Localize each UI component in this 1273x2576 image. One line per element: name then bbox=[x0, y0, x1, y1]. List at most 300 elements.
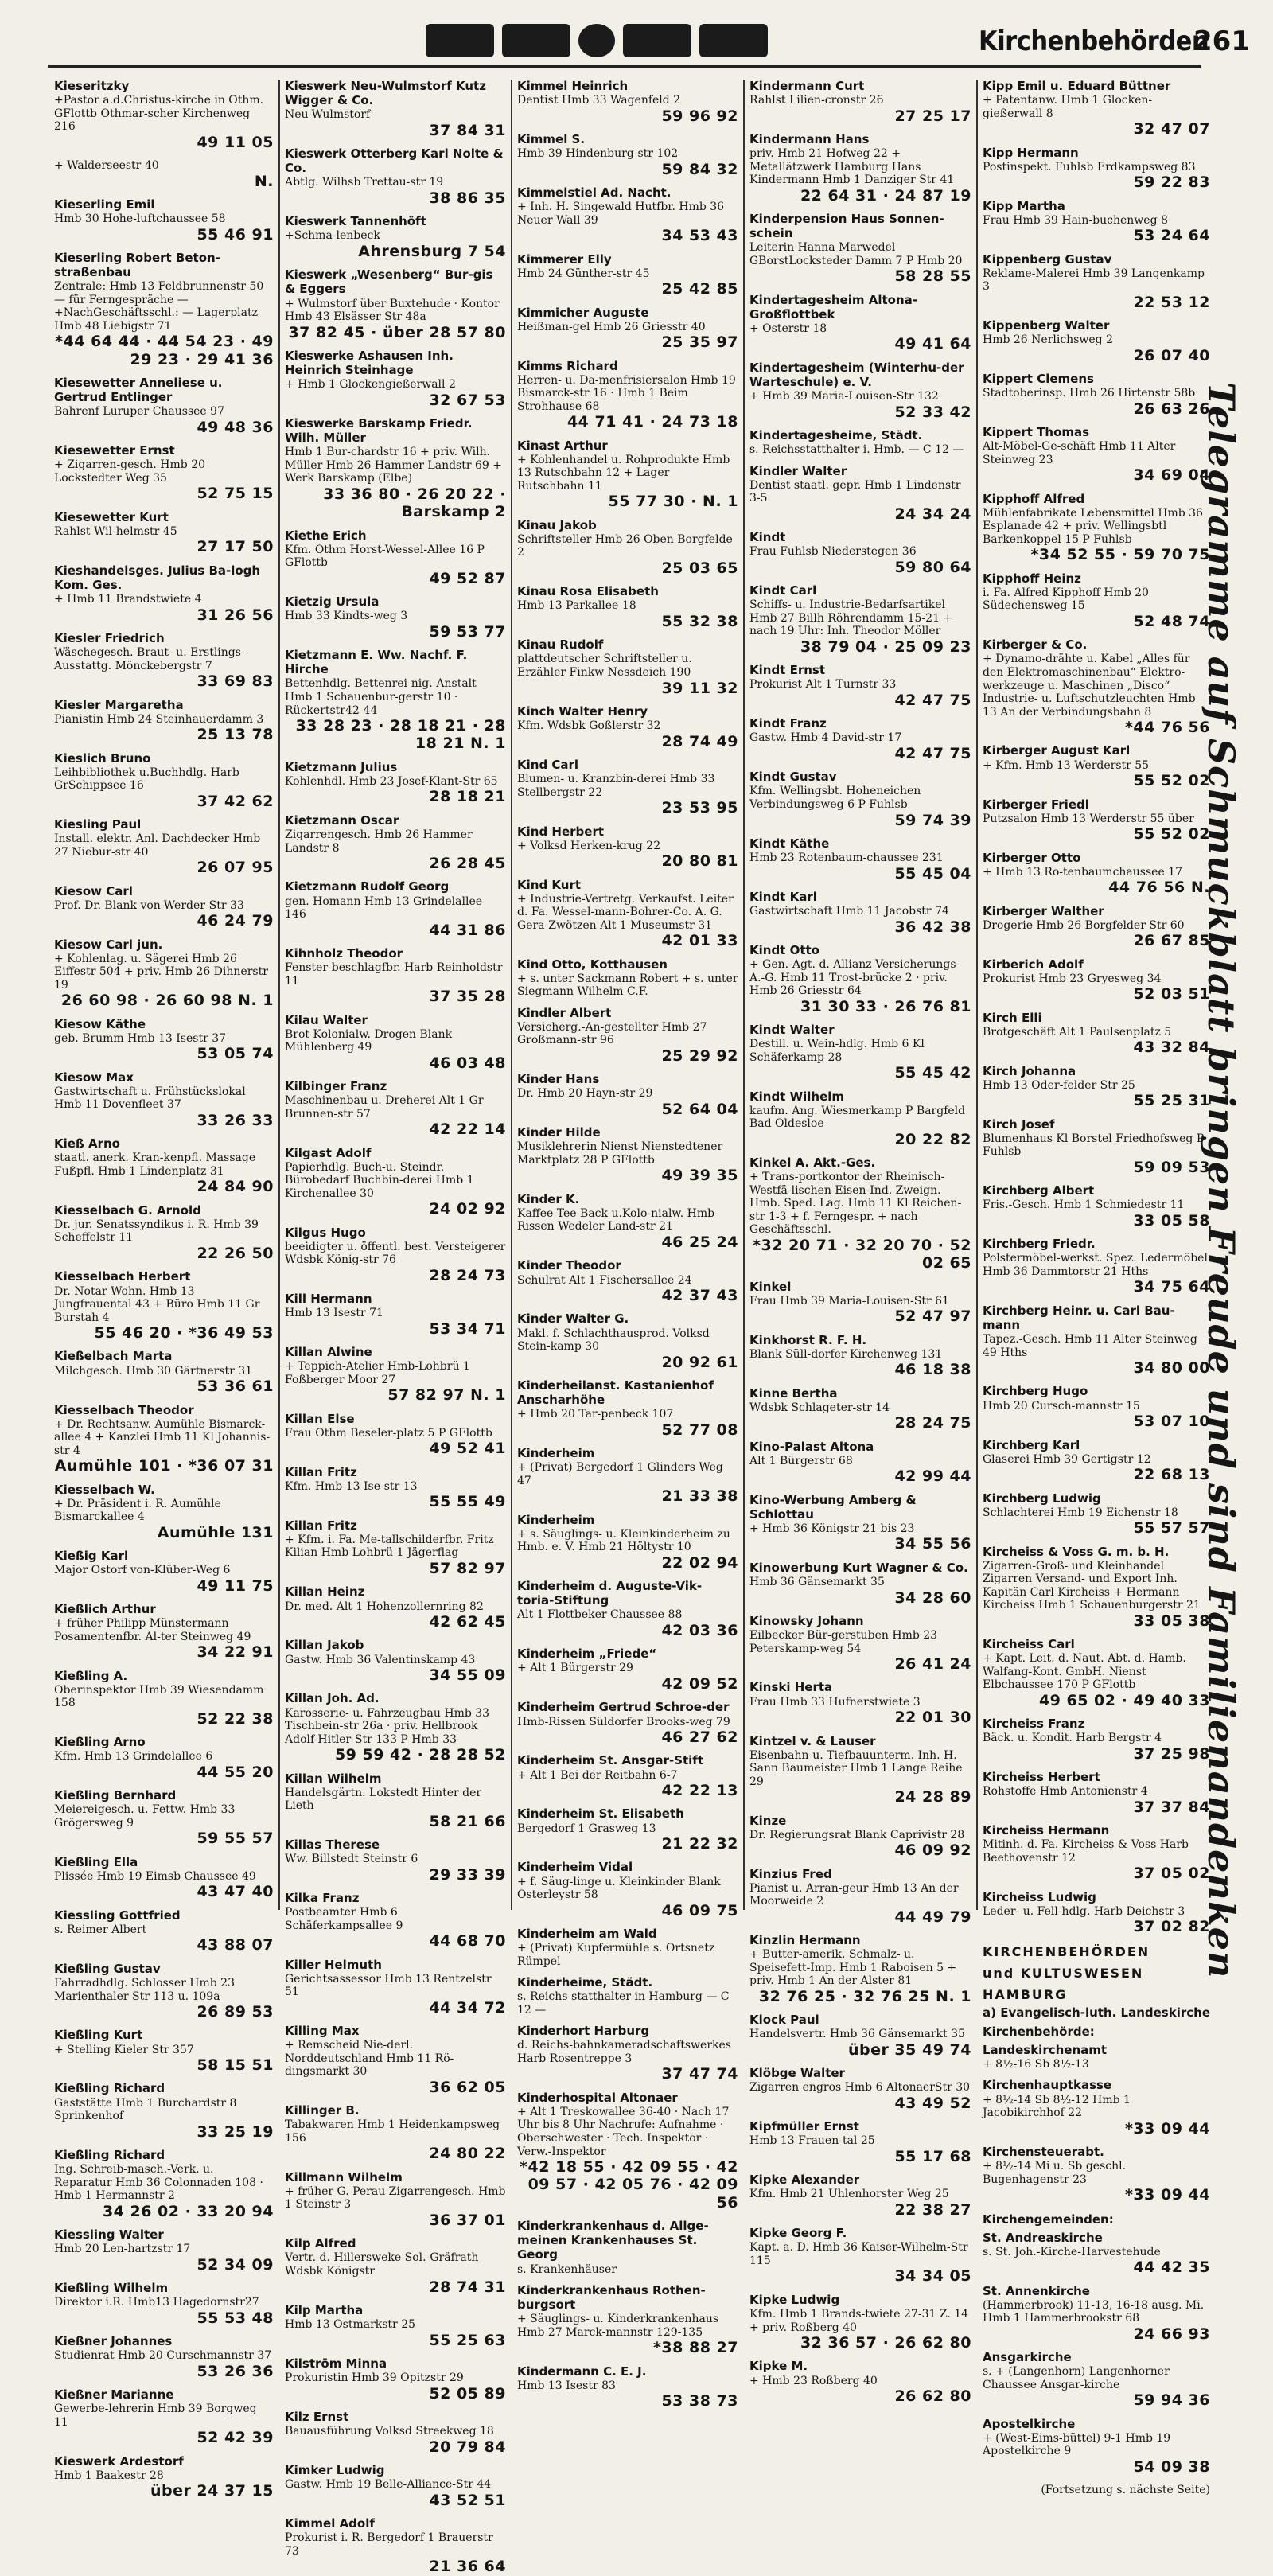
directory-entry bbox=[983, 372, 1210, 418]
entry-name: Kind Otto, Kotthausen bbox=[517, 957, 668, 972]
directory-entry bbox=[517, 1754, 738, 1799]
advert-logo-5 bbox=[699, 24, 768, 57]
directory-entry bbox=[749, 837, 971, 883]
entry-phone: 37 25 98 bbox=[1133, 1744, 1210, 1763]
entry-phone: 21 22 32 bbox=[661, 1835, 738, 1853]
label-kirchengemeinden: Kirchengemeinden: bbox=[983, 2212, 1114, 2227]
entry-detail: + (Privat) Kupfermühle s. Ortsnetz Rümpel bbox=[517, 1942, 715, 1968]
entry-name: Klöbge Walter bbox=[749, 2066, 845, 2081]
entry-detail: Plissée Hmb 19 Eimsb Chaussee 49 bbox=[54, 1869, 256, 1883]
entry-phone: 44 76 56 N. bbox=[1108, 879, 1210, 897]
entry-detail: Alt-Möbel-Ge-schäft Hmb 11 Alter Steinweg 23 bbox=[983, 440, 1176, 466]
entry-detail: +Schma-lenbeck bbox=[285, 229, 380, 243]
entry-phone: 20 79 84 bbox=[429, 2438, 506, 2456]
directory-entry bbox=[285, 649, 506, 753]
directory-entry bbox=[54, 564, 274, 624]
entry-phone: 42 47 75 bbox=[894, 744, 971, 762]
entry-detail: Direktor i.R. Hmb13 Hagedornstr27 bbox=[54, 2296, 259, 2309]
directory-entry bbox=[749, 584, 971, 656]
entry-phone: 33 05 38 bbox=[1133, 1611, 1210, 1630]
directory-entry bbox=[517, 1514, 738, 1572]
entry-name: Killing Max bbox=[285, 2024, 360, 2039]
entry-name: Kircheiss Carl bbox=[983, 1637, 1075, 1652]
directory-entry bbox=[285, 1413, 506, 1458]
entry-detail: Versicherg.-An-gestellter Hmb 27 Großmann-str 96 bbox=[517, 1020, 707, 1047]
entry-name: Kipke M. bbox=[749, 2359, 808, 2374]
entry-name: Kindt Otto bbox=[749, 942, 819, 957]
entry-name: Kiesselbach W. bbox=[54, 1482, 155, 1497]
entry-phone: 59 96 92 bbox=[661, 107, 738, 125]
entry-detail: Postinspekt. Fuhlsb Erdkampsweg 83 bbox=[983, 160, 1196, 173]
directory-entry bbox=[749, 1494, 971, 1553]
directory-entry bbox=[54, 1603, 274, 1662]
directory-entry bbox=[749, 1334, 971, 1379]
directory-entry bbox=[517, 186, 738, 245]
entry-name: Kirberger Friedl bbox=[983, 797, 1089, 812]
entry-name: Kieswerk Ardestorf bbox=[54, 2453, 184, 2469]
directory-entry bbox=[517, 1807, 738, 1853]
directory-entry bbox=[285, 1519, 506, 1578]
entry-name: Kihnholz Theodor bbox=[285, 945, 403, 961]
directory-entry bbox=[54, 1071, 274, 1130]
entry-name: Kinze bbox=[749, 1813, 787, 1828]
directory-entry bbox=[54, 1350, 274, 1395]
directory-entry bbox=[517, 1259, 738, 1304]
directory-entry bbox=[54, 1962, 274, 2021]
entry-detail: Neu-Wulmstorf bbox=[285, 108, 371, 122]
entry-name: Kindermann Curt bbox=[749, 79, 865, 93]
entry-phone: 26 67 85 bbox=[1133, 932, 1210, 950]
entry-name: Kindermann C. E. J. bbox=[517, 2364, 647, 2379]
entry-name: Kinau Rosa Elisabeth bbox=[517, 584, 659, 599]
entry-phone: 37 02 82 bbox=[1133, 1918, 1210, 1936]
entry-detail: Frau Hmb 39 Maria-Louisen-Str 61 bbox=[749, 1294, 949, 1307]
directory-entry bbox=[749, 944, 971, 1015]
directory-entry bbox=[983, 2285, 1210, 2344]
entry-name: Kinderheim Gertrud Schroe-der bbox=[517, 1700, 730, 1715]
directory-entry bbox=[517, 80, 738, 125]
entry-detail: + f. Säug-linge u. Kleinkinder Blank Osterleystr 58 bbox=[517, 1875, 721, 1902]
entry-name: Kinderheime, Städt. bbox=[517, 1975, 653, 1990]
directory-column-3 bbox=[512, 79, 745, 2410]
entry-name: Kimmicher Auguste bbox=[517, 305, 649, 320]
entry-detail: Hmb 30 Hohe-luftchaussee 58 bbox=[54, 212, 226, 226]
entry-name: Kimmelstiel Ad. Nacht. bbox=[517, 185, 672, 201]
entry-phone: 34 55 56 bbox=[894, 1535, 971, 1553]
entry-detail: Brot Kolonialw. Drogen Blank Mühlenberg 49 bbox=[285, 1027, 453, 1054]
entry-phone: 59 53 77 bbox=[429, 622, 506, 641]
entry-name: Kinau Rudolf bbox=[517, 637, 604, 653]
entry-detail: Gastwirtschaft u. Frühstückslokal Hmb 11 Dovenfleet 37 bbox=[54, 1085, 246, 1112]
entry-detail: Oberinspektor Hmb 39 Wiesendamm 158 bbox=[54, 1683, 264, 1710]
entry-name: Kinder Walter G. bbox=[517, 1311, 629, 1327]
directory-entry bbox=[54, 1483, 274, 1542]
entry-detail: Hmb 13 Isestr 71 bbox=[285, 1307, 383, 1320]
directory-entry bbox=[983, 200, 1210, 245]
directory-entry bbox=[517, 2284, 738, 2357]
directory-entry bbox=[285, 2357, 506, 2403]
entry-name: Kinder Hans bbox=[517, 1072, 600, 1087]
entry-detail: Mitinh. d. Fa. Kircheiss & Voss Harb Beethovenstr 12 bbox=[983, 1838, 1189, 1865]
entry-name: Kind Herbert bbox=[517, 824, 605, 839]
entry-name: Kirberger Walther bbox=[983, 903, 1104, 918]
entry-phone: 46 18 38 bbox=[894, 1361, 971, 1379]
directory-entry bbox=[983, 1118, 1210, 1177]
entry-name: Kieslich Bruno bbox=[54, 750, 151, 766]
entry-phone: 52 34 09 bbox=[197, 2255, 274, 2274]
entry-name: Kiethe Erich bbox=[285, 528, 367, 543]
directory-entry bbox=[285, 1892, 506, 1951]
directory-entry bbox=[54, 198, 274, 244]
entry-name: Kimmel S. bbox=[517, 132, 586, 147]
entry-detail: Major Ostorf von-Klüber-Weg 6 bbox=[54, 1564, 231, 1577]
entry-phone: 43 52 51 bbox=[429, 2491, 506, 2509]
entry-detail: geb. Brumm Hmb 13 Isestr 37 bbox=[54, 1031, 227, 1045]
entry-name: Kießling Gustav bbox=[54, 1961, 161, 1976]
entry-name: Kimmerer Elly bbox=[517, 251, 612, 267]
entry-name: Kiesler Margaretha bbox=[54, 697, 184, 712]
directory-entry bbox=[285, 2410, 506, 2456]
directory-entry bbox=[983, 253, 1210, 312]
entry-detail: Zigarrengesch. Hmb 26 Hammer Landstr 8 bbox=[285, 828, 473, 855]
entry-name: Kiessling Walter bbox=[54, 2227, 164, 2243]
entry-detail: + Wulmstorf über Buxtehude · Kontor Hmb 43 Elsässer Str 48a bbox=[285, 297, 500, 324]
entry-name: Killan Heinz bbox=[285, 1584, 365, 1600]
directory-entry bbox=[517, 2219, 738, 2276]
entry-detail: Fris.-Gesch. Hmb 1 Schmiedestr 11 bbox=[983, 1198, 1185, 1212]
entry-detail: Gerichtsassessor Hmb 13 Rentzelstr 51 bbox=[285, 1972, 492, 1999]
entry-phone: 42 37 43 bbox=[661, 1287, 738, 1305]
entry-phone: 28 74 49 bbox=[661, 732, 738, 750]
entry-name: Killinger B. bbox=[285, 2103, 360, 2118]
directory-entry bbox=[517, 1861, 738, 1919]
entry-name: Kiesselbach G. Arnold bbox=[54, 1202, 201, 1218]
directory-entry bbox=[285, 349, 506, 409]
directory-entry bbox=[285, 529, 506, 588]
entry-phone: 33 28 23 · 28 18 21 · 28 18 21 N. 1 bbox=[295, 717, 506, 753]
directory-entry bbox=[54, 2028, 274, 2074]
directory-entry bbox=[983, 1771, 1210, 1816]
entry-phone: 55 46 91 bbox=[197, 225, 274, 244]
entry-phone: 36 62 05 bbox=[429, 2078, 506, 2096]
advert-logos bbox=[426, 24, 768, 57]
entry-detail: Gaststätte Hmb 1 Burchardstr 8 Sprinkenhof bbox=[54, 2096, 237, 2123]
entry-detail: priv. Hmb 21 Hofweg 22 + Metallätzwerk Hamburg Hans Kindermann Hmb 1 Danziger Str 41 bbox=[749, 147, 955, 187]
entry-name: Kilp Alfred bbox=[285, 2236, 356, 2251]
entry-phone: 46 27 62 bbox=[661, 1728, 738, 1747]
entry-detail: Maschinenbau u. Dreherei Alt 1 Gr Brunnen-str 57 bbox=[285, 1094, 484, 1120]
entry-detail: plattdeutscher Schriftsteller u. Erzähler Finkw Nessdeich 190 bbox=[517, 653, 692, 679]
entry-phone: 44 49 79 bbox=[894, 1908, 971, 1926]
entry-phone: 20 92 61 bbox=[661, 1353, 738, 1371]
entry-phone: 49 48 36 bbox=[197, 418, 274, 436]
entry-phone: 24 66 93 bbox=[1133, 2325, 1210, 2343]
entry-phone: 53 34 71 bbox=[429, 1319, 506, 1338]
entry-detail: Herren- u. Da-menfrisiersalon Hmb 19 Bismarck-str 16 · Hmb 1 Beim Strohhause 68 bbox=[517, 373, 736, 413]
entry-name: Kirchensteuerabt. bbox=[983, 2145, 1104, 2160]
entry-name: Kinkel A. Akt.-Ges. bbox=[749, 1155, 876, 1171]
entry-phone: 52 33 42 bbox=[894, 403, 971, 421]
entry-phone: 49 65 02 · 49 40 33 bbox=[1038, 1691, 1210, 1709]
entry-detail: Zentrale: Hmb 13 Feldbrunnenstr 50 — für Ferngespräche — +NachGeschäftsschl.: — Lagerplatz Hmb 48 Liebigstr 71 bbox=[54, 280, 264, 333]
entry-name: Kilz Ernst bbox=[285, 2409, 349, 2424]
entry-phone: 42 22 13 bbox=[661, 1782, 738, 1800]
entry-name: Kinderhort Harburg bbox=[517, 2024, 650, 2039]
entry-name: Kimms Richard bbox=[517, 358, 618, 373]
entry-detail: Kaffee Tee Back-u.Kolo-nialw. Hmb-Rissen Wedeler Land-str 21 bbox=[517, 1206, 718, 1233]
directory-entry bbox=[749, 361, 971, 421]
entry-name: Kinch Walter Henry bbox=[517, 703, 648, 719]
entry-phone: 29 33 39 bbox=[429, 1865, 506, 1884]
entry-name: Killan Alwine bbox=[285, 1345, 372, 1360]
directory-entry bbox=[983, 1184, 1210, 1230]
entry-phone: 28 74 31 bbox=[429, 2278, 506, 2296]
entry-phone: 24 28 89 bbox=[894, 1788, 971, 1806]
entry-phone: 58 15 51 bbox=[197, 2056, 274, 2075]
entry-phone: 22 53 12 bbox=[1133, 293, 1210, 311]
entry-name: Kinder K. bbox=[517, 1191, 580, 1206]
entry-name: Kießlich Arthur bbox=[54, 1602, 156, 1617]
entry-phone: 42 22 14 bbox=[429, 1120, 506, 1139]
entry-detail: s. Krankenhäuser bbox=[517, 2262, 617, 2276]
entry-phone: 55 45 04 bbox=[894, 864, 971, 883]
entry-phone: 39 11 32 bbox=[661, 679, 738, 697]
entry-detail: Schriftsteller Hmb 26 Oben Borgfelde 2 bbox=[517, 532, 733, 559]
entry-detail: Handelsvertr. Hmb 36 Gänsemarkt 35 bbox=[749, 2028, 965, 2041]
entry-phone: 32 36 57 · 26 62 80 bbox=[800, 2334, 971, 2352]
directory-entry bbox=[983, 852, 1210, 897]
entry-phone: 24 80 22 bbox=[429, 2145, 506, 2163]
entry-phone: 59 59 42 · 28 28 52 bbox=[334, 1746, 506, 1764]
entry-name: Kiesewetter Anneliese u. Gertrud Entlinger bbox=[54, 376, 223, 405]
entry-detail: Bettenhdlg. Bettenrei-nig.-Anstalt Hmb 1 Schauenbur-gerstr 10 · Rückertstr42-44 bbox=[285, 677, 477, 717]
directory-entry bbox=[749, 890, 971, 936]
directory-entry bbox=[983, 638, 1210, 736]
entry-detail: + Stelling Kieler Str 357 bbox=[54, 2043, 194, 2056]
entry-detail: Mühlenfabrikate Lebensmittel Hmb 36 Esplanade 42 + priv. Wellingsbtl Barkenkoppel 15 P Fuhlsb bbox=[983, 506, 1203, 546]
entry-detail: Kfm. Wdsbk Goßlerstr 32 bbox=[517, 719, 661, 733]
entry-detail: Brotgeschäft Alt 1 Paulsenplatz 5 bbox=[983, 1025, 1172, 1039]
entry-phone: 24 34 24 bbox=[894, 505, 971, 523]
entry-detail: Hmb 20 Cursch-mannstr 15 bbox=[983, 1399, 1140, 1413]
entry-detail: Kfm. Wellingsbt. Hoheneichen Verbindungsweg 6 P Fuhlsb bbox=[749, 785, 921, 811]
entry-name: Kind Carl bbox=[517, 757, 579, 772]
entry-name: Kießling Kurt bbox=[54, 2028, 143, 2043]
entry-detail: + Dr. Präsident i. R. Aumühle Bismarckallee 4 bbox=[54, 1497, 221, 1524]
entry-detail: + Hmb 36 Königstr 21 bis 23 bbox=[749, 1522, 915, 1535]
entry-name: Kinkel bbox=[749, 1279, 792, 1294]
entry-phone: N. bbox=[254, 172, 274, 190]
entry-name: Killan Joh. Ad. bbox=[285, 1691, 380, 1706]
entry-phone: 33 26 33 bbox=[197, 1111, 274, 1129]
entry-detail: Hmb 1 Baakestr 28 bbox=[54, 2469, 164, 2482]
running-title: Kirchenbehörden bbox=[979, 25, 1209, 57]
directory-entry bbox=[54, 1204, 274, 1263]
entry-name: Kill Hermann bbox=[285, 1292, 372, 1307]
directory-entry bbox=[285, 2025, 506, 2096]
entry-phone: 26 07 95 bbox=[197, 859, 274, 877]
entry-phone: 46 03 48 bbox=[429, 1054, 506, 1072]
directory-entry bbox=[285, 2171, 506, 2230]
entry-detail: Kfm. Hmb 21 Uhlenhorster Weg 25 bbox=[749, 2188, 949, 2201]
entry-name: Kieswerk „Wesenberg“ Bur-gis & Eggers bbox=[285, 267, 493, 297]
entry-name: Kietzmann Julius bbox=[285, 759, 398, 774]
entry-name: Killan Wilhelm bbox=[285, 1771, 382, 1786]
directory-entry bbox=[749, 429, 971, 457]
entry-detail: + Walderseestr 40 bbox=[54, 159, 159, 173]
entry-name: Kinderheim St. Elisabeth bbox=[517, 1806, 684, 1822]
entry-phone: 27 17 50 bbox=[197, 538, 274, 556]
entry-phone: 26 28 45 bbox=[429, 855, 506, 873]
directory-entry bbox=[54, 1137, 274, 1196]
entry-name: Kippert Clemens bbox=[983, 372, 1094, 387]
directory-entry bbox=[54, 632, 274, 691]
entry-name: Kieseritzky bbox=[54, 79, 130, 93]
entry-name: Kießig Karl bbox=[54, 1549, 129, 1564]
entry-name: Kindt Ernst bbox=[749, 663, 825, 678]
entry-detail: Blumenhaus Kl Borstel Friedhofsweg P Fuhlsb bbox=[983, 1132, 1205, 1159]
directory-entry bbox=[983, 1717, 1210, 1763]
directory-column-1 bbox=[49, 79, 280, 2500]
directory-entry bbox=[749, 2227, 971, 2286]
directory-entry bbox=[517, 638, 738, 697]
entry-phone: 34 53 43 bbox=[661, 227, 738, 245]
entry-detail: Dr. jur. Senatssyndikus i. R. Hmb 39 Scheffelstr 11 bbox=[54, 1218, 259, 1245]
directory-entry bbox=[285, 1292, 506, 1338]
entry-detail: + Kfm. Hmb 13 Werderstr 55 bbox=[983, 758, 1150, 772]
entry-name: Kiesling Paul bbox=[54, 817, 142, 832]
entry-phone: 44 55 20 bbox=[197, 1763, 274, 1781]
entry-detail: +Pastor a.d.Christus-kirche in Othm. GFlottb Othmar-scher Kirchenweg 216 bbox=[54, 94, 264, 134]
entry-name: Killmann Wilhelm bbox=[285, 2169, 403, 2184]
directory-entry bbox=[983, 2231, 1210, 2277]
entry-detail: + Industrie-Vertretg. Verkaufst. Leiter d. Fa. Wessel-mann-Bohrer-Co. A. G. Gera-Zwötzen Alt 1 Museumstr 31 bbox=[517, 892, 734, 932]
entry-name: Kinderheim „Friede“ bbox=[517, 1647, 657, 1662]
entry-phone: 28 24 73 bbox=[429, 1266, 506, 1284]
directory-entry bbox=[54, 938, 274, 1010]
entry-detail: Hmb 23 Rotenbaum-chaussee 231 bbox=[749, 852, 944, 865]
entry-name: Kirchberg Friedr. bbox=[983, 1237, 1096, 1252]
entry-detail: Pianist u. Arran-geur Hmb 13 An der Moorweide 2 bbox=[749, 1881, 959, 1908]
entry-phone: 21 36 64 bbox=[429, 2558, 506, 2576]
directory-entry bbox=[285, 1958, 506, 2017]
entry-name: Kinderheim am Wald bbox=[517, 1927, 657, 1942]
entry-phone: 25 29 92 bbox=[661, 1046, 738, 1065]
entry-name: Kilgast Adolf bbox=[285, 1145, 372, 1160]
directory-entry bbox=[517, 253, 738, 298]
entry-detail: Meiereigesch. u. Fettw. Hmb 33 Grögersweg 9 bbox=[54, 1803, 236, 1830]
directory-entry bbox=[54, 1909, 274, 1954]
entry-detail: Hmb 13 Oder-felder Str 25 bbox=[983, 1078, 1135, 1092]
directory-entry bbox=[54, 2228, 274, 2274]
entry-name: Kirberger Otto bbox=[983, 850, 1081, 865]
entry-phone: 37 05 02 bbox=[1133, 1865, 1210, 1883]
entry-name: Kippenberg Walter bbox=[983, 318, 1110, 333]
directory-entry bbox=[517, 879, 738, 950]
entry-name: Kind Kurt bbox=[517, 877, 582, 892]
entry-detail: + Alt 1 Bei der Reitbahn 6-7 bbox=[517, 1768, 678, 1782]
directory-entry bbox=[54, 2388, 274, 2447]
entry-phone: 52 75 15 bbox=[197, 485, 274, 503]
entry-phone: 46 09 92 bbox=[894, 1841, 971, 1860]
entry-detail: Ww. Billstedt Steinstr 6 bbox=[285, 1853, 418, 1866]
entry-detail: Fenster-beschlagfbr. Harb Reinholdstr 11 bbox=[285, 961, 503, 988]
entry-name: Kirch Johanna bbox=[983, 1063, 1076, 1078]
entry-name: Kircheiss Ludwig bbox=[983, 1889, 1096, 1904]
entry-detail: Eisenbahn-u. Tiefbauunterm. Inh. H. Sann Baumeister Hmb 1 Lange Reihe 29 bbox=[749, 1748, 963, 1788]
entry-name: Kipphoff Alfred bbox=[983, 491, 1085, 506]
entry-phone: Ahrensburg 7 54 bbox=[358, 242, 506, 260]
entry-phone: 54 09 38 bbox=[1133, 2457, 1210, 2476]
entry-name: Kinderkrankenhaus d. Allge-meinen Krankenhauses St. Georg bbox=[517, 2219, 709, 2262]
directory-entry bbox=[517, 1193, 738, 1252]
directory-entry bbox=[285, 1080, 506, 1139]
entry-name: Kießling Wilhelm bbox=[54, 2281, 169, 2296]
entry-name: Kirchberg Ludwig bbox=[983, 1491, 1101, 1506]
entry-detail: + Kohlenhandel u. Rohprodukte Hmb 13 Rutschbahn 12 + Lager Rutschbahn 11 bbox=[517, 453, 730, 493]
section-heading-kirchenbehoerden: KIRCHENBEHÖRDEN bbox=[983, 1943, 1150, 1959]
entry-name: Landeskirchenamt bbox=[983, 2042, 1108, 2057]
entry-phone: 33 69 83 bbox=[197, 672, 274, 691]
entry-detail: Bäck. u. Kondit. Harb Bergstr 4 bbox=[983, 1732, 1162, 1745]
directory-entry bbox=[54, 444, 274, 503]
entry-detail: Pianistin Hmb 24 Steinhauerdamm 3 bbox=[54, 712, 264, 726]
directory-entry bbox=[517, 1927, 738, 1968]
directory-entry bbox=[285, 1014, 506, 1073]
entry-phone: 34 34 05 bbox=[894, 2267, 971, 2286]
directory-entry bbox=[285, 1772, 506, 1831]
entry-name: Kipke Alexander bbox=[749, 2173, 860, 2188]
directory-entry bbox=[749, 1090, 971, 1149]
directory-entry bbox=[983, 1824, 1210, 1883]
entry-detail: Rahlst Wil-helmstr 45 bbox=[54, 524, 177, 538]
entry-detail: + Inh. H. Singewald Hutfbr. Hmb 36 Neuer Wall 39 bbox=[517, 201, 725, 227]
directory-entry bbox=[517, 2365, 738, 2410]
entry-phone: Aumühle 101 · *36 07 31 bbox=[54, 1457, 274, 1475]
entry-phone: 55 25 63 bbox=[429, 2331, 506, 2349]
directory-entry bbox=[983, 1638, 1210, 1709]
entry-phone: 55 17 68 bbox=[894, 2147, 971, 2165]
entry-detail: Dr. Hmb 20 Hayn-str 29 bbox=[517, 1087, 653, 1101]
entry-name: Kilka Franz bbox=[285, 1891, 360, 1906]
entry-detail: Schiffs- u. Industrie-Bedarfsartikel Hmb 27 Billh Röhrendamm 15-21 + nach 19 Uhr: Inh. Theodor Möller bbox=[749, 598, 953, 638]
entry-phone: 37 37 84 bbox=[1133, 1798, 1210, 1816]
directory-entry bbox=[54, 1270, 274, 1342]
entry-detail: + Hmb 39 Maria-Louisen-Str 132 bbox=[749, 390, 939, 403]
directory-entry bbox=[983, 572, 1210, 631]
entry-name: Kircheiss Hermann bbox=[983, 1823, 1110, 1838]
entry-phone: 22 64 31 · 24 87 19 bbox=[800, 186, 971, 205]
entry-detail: Blumen- u. Kranzbin-derei Hmb 33 Stellbergstr 22 bbox=[517, 773, 715, 799]
entry-detail: Blank Süll-dorfer Kirchenweg 131 bbox=[749, 1347, 943, 1361]
directory-entry bbox=[983, 2044, 1210, 2071]
entry-detail: Schulrat Alt 1 Fischersallee 24 bbox=[517, 1273, 692, 1287]
entry-phone: 37 82 45 · über 28 57 80 bbox=[288, 323, 506, 341]
entry-detail: Wdsbk Schlageter-str 14 bbox=[749, 1401, 890, 1414]
directory-entry bbox=[517, 133, 738, 178]
directory-entry bbox=[749, 2173, 971, 2219]
entry-phone: 20 80 81 bbox=[661, 852, 738, 871]
entry-phone: 59 22 83 bbox=[1133, 173, 1210, 192]
entry-phone: 55 52 02 bbox=[1133, 825, 1210, 844]
entry-name: Kilgus Hugo bbox=[285, 1225, 366, 1240]
entry-name: Kieswerke Barskamp Friedr. Wilh. Müller bbox=[285, 416, 473, 446]
entry-name: Kindt Karl bbox=[749, 889, 817, 904]
entry-name: Kieß Arno bbox=[54, 1136, 120, 1152]
entry-detail: s. St. Joh.-Kirche-Harvestehude bbox=[983, 2245, 1161, 2258]
directory-entry bbox=[749, 2013, 971, 2059]
entry-name: Kirchberg Heinr. u. Carl Bau-mann bbox=[983, 1303, 1175, 1332]
